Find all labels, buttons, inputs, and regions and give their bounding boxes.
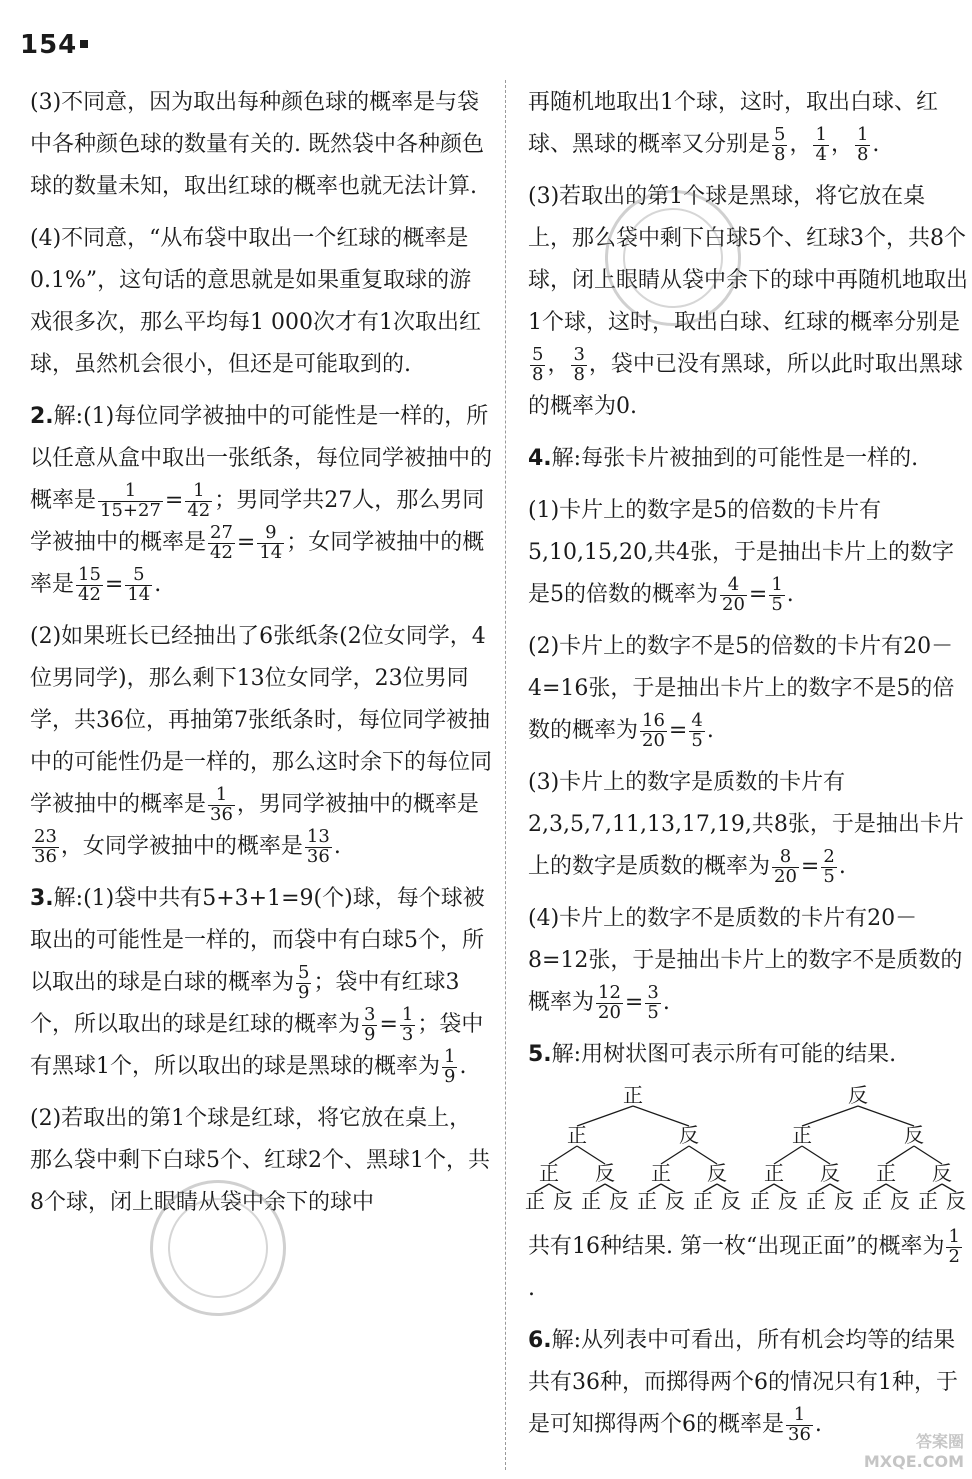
tree-node: 正 bbox=[876, 1161, 896, 1185]
answer-1-3: (3)不同意，因为取出每种颜色球的概率是与袋中各种颜色球的数量有关的. 既然袋中各种颜色球的数量未知，取出红球的概率也就无法计算. bbox=[30, 90, 484, 199]
tree-node: 反 bbox=[553, 1189, 573, 1213]
tree-node: 正 bbox=[651, 1161, 671, 1185]
tree-node: 反 bbox=[946, 1189, 966, 1213]
tree-node: 正 bbox=[918, 1189, 938, 1213]
tree-nodes bbox=[525, 1083, 966, 1213]
column-divider bbox=[505, 80, 506, 1470]
fraction: $\frac{1}{4}$ bbox=[815, 123, 827, 165]
answer-3-part-1: 3.解:(1)袋中共有5+3+1=9(个)球，每个球被取出的可能性是一样的，而袋中有白球5个，所以取出的球是白球的概率为 $\frac{5}{9}$ ；袋中有红球3个，所以取出的球是红球的概率为 $\frac{3}{9}$ = $\frac{1}{3}$ ；袋中有黑球1个，所以取出的球是黑球的概率为 $\frac{1}{9}$ . bbox=[30, 886, 485, 1087]
answer-1-4: (4)不同意，“从布袋中取出一个红球的概率是0.1%”，这句话的意思就是如果重复取球的游戏很多次，那么平均每1 000次才有1次取出红球，虽然机会很小，但还是可能取到的. bbox=[30, 226, 481, 377]
left-column bbox=[30, 82, 492, 1234]
tree-node: 反 bbox=[932, 1161, 952, 1185]
answer-4-part-1: (1)卡片上的数字是5的倍数的卡片有5,10,15,20,共4张，于是抽出卡片上的数字是5的倍数的概率为 $\frac{4}{20}$ = $\frac{1}{5}$ . bbox=[528, 498, 954, 615]
tree-node: 反 bbox=[721, 1189, 741, 1213]
tree-node: 正 bbox=[637, 1189, 657, 1213]
right-column bbox=[525, 82, 969, 1456]
fraction: $\frac{23}{36}$ bbox=[34, 825, 57, 867]
fraction: $\frac{3}{5}$ bbox=[647, 981, 659, 1023]
tree-node: 反 bbox=[778, 1189, 798, 1213]
tree-node: 反 bbox=[665, 1189, 685, 1213]
answer-3-part-3: (3)若取出的第1个球是黑球，将它放在桌上，那么袋中剩下白球5个、红球3个，共8个球，闭上眼睛从袋中余下的球中再随机地取出1个球，这时，取出白球、红球的概率分别是 $\frac{5}{8}$ ， $\frac{3}{8}$ ，袋中已没有黑球，所以此时取出黑球的概率为0. bbox=[528, 184, 969, 419]
tree-node: 正 bbox=[862, 1189, 882, 1213]
answer-3-part-2-cont: 再随机地取出1个球，这时，取出白球、红球、黑球的概率又分别是 $\frac{5}{8}$ ， $\frac{1}{4}$ ， $\frac{1}{8}$ . bbox=[528, 90, 938, 165]
fraction: $\frac{13}{36}$ bbox=[306, 825, 330, 867]
fraction: $\frac{9}{14}$ bbox=[259, 521, 283, 563]
answer-4-part-3: (3)卡片上的数字是质数的卡片有2,3,5,7,11,13,17,19,共8张，于是抽出卡片上的数字是质数的概率为 $\frac{8}{20}$ = $\frac{2}{5}$ . bbox=[528, 770, 964, 887]
tree-node: 正 bbox=[581, 1189, 601, 1213]
tree-node: 正 bbox=[623, 1083, 643, 1107]
fraction: $\frac{1}{36}$ bbox=[788, 1403, 811, 1445]
tree-node: 反 bbox=[679, 1123, 699, 1147]
fraction: $\frac{1}{5}$ bbox=[771, 573, 783, 615]
fraction: $\frac{4}{20}$ bbox=[722, 573, 745, 615]
fraction: $\frac{27}{42}$ bbox=[210, 521, 233, 563]
fraction: $\frac{1}{2}$ bbox=[948, 1225, 960, 1267]
tree-node: 反 bbox=[609, 1189, 629, 1213]
tree-node: 正 bbox=[539, 1161, 559, 1185]
question-number: 5. bbox=[528, 1042, 552, 1067]
tree-node: 正 bbox=[567, 1123, 587, 1147]
fraction: $\frac{1}{9}$ bbox=[444, 1045, 456, 1087]
fraction: $\frac{1}{36}$ bbox=[210, 783, 233, 825]
watermark-logo: 答案圈 MXQE.COM bbox=[863, 1432, 964, 1471]
answer-5-intro: 5.解:用树状图可表示所有可能的结果. bbox=[528, 1042, 897, 1067]
tree-node: 正 bbox=[792, 1123, 812, 1147]
tree-node: 反 bbox=[707, 1161, 727, 1185]
tree-node: 正 bbox=[764, 1161, 784, 1185]
tree-node: 正 bbox=[525, 1189, 545, 1213]
tree-node: 反 bbox=[595, 1161, 615, 1185]
answer-5-result: 共有16种结果. 第一枚“出现正面”的概率为 $\frac{1}{2}$ . bbox=[528, 1225, 960, 1301]
answer-3-part-2: (2)若取出的第1个球是红球，将它放在桌上，那么袋中剩下白球5个、红球2个、黑球1个，共8个球，闭上眼睛从袋中余下的球中 bbox=[30, 1106, 490, 1215]
tree-node: 正 bbox=[750, 1189, 770, 1213]
tree-node: 反 bbox=[820, 1161, 840, 1185]
fraction: $\frac{1}{15+27}$ bbox=[100, 479, 161, 521]
fraction: $\frac{2}{5}$ bbox=[823, 845, 835, 887]
answer-4-part-2: (2)卡片上的数字不是5的倍数的卡片有20－4=16张，于是抽出卡片上的数字不是5的倍数的概率为 $\frac{16}{20}$ = $\frac{4}{5}$ . bbox=[528, 634, 955, 751]
question-number: 6. bbox=[528, 1328, 552, 1353]
fraction: $\frac{1}{8}$ bbox=[856, 123, 869, 165]
fraction: $\frac{15}{42}$ bbox=[78, 563, 101, 605]
fraction: $\frac{1}{42}$ bbox=[187, 479, 211, 521]
question-number: 4. bbox=[528, 446, 552, 471]
fraction: $\frac{5}{8}$ bbox=[532, 343, 544, 385]
fraction: $\frac{3}{8}$ bbox=[573, 343, 585, 385]
fraction: $\frac{1}{3}$ bbox=[401, 1003, 414, 1045]
tree-node: 反 bbox=[834, 1189, 854, 1213]
answer-2-part-1: 2.解:(1)每位同学被抽中的可能性是一样的，所以任意从盒中取出一张纸条，每位同学被抽中的概率是 $\frac{1}{15+27}$ = $\frac{1}{42}$ ；男同学共27人，那么男同学被抽中的概率是 $\frac{27}{42}$ = $\frac{9}{14}$ ；女同学被抽中的概率是 $\frac{15}{42}$ = $\frac{5}{14}$ . bbox=[30, 404, 493, 605]
tree-diagram bbox=[525, 1080, 966, 1220]
fraction: $\frac{12}{20}$ bbox=[598, 981, 621, 1023]
fraction: $\frac{3}{9}$ bbox=[364, 1003, 376, 1045]
fraction: $\frac{5}{9}$ bbox=[298, 961, 310, 1003]
fraction: $\frac{4}{5}$ bbox=[691, 709, 703, 751]
question-number: 3. bbox=[30, 886, 54, 911]
question-number: 2. bbox=[30, 404, 54, 429]
tree-node: 反 bbox=[890, 1189, 910, 1213]
answer-2-part-2: (2)如果班长已经抽出了6张纸条(2位女同学，4位男同学)，那么剩下13位女同学，23位男同学，共36位，再抽第7张纸条时，每位同学被抽中的可能性仍是一样的，那么这时余下的每位同学被抽中的概率是 $\frac{1}{36}$ ，男同学被抽中的概率是 $\frac{23}{36}$ ，女同学被抽中的概率是 $\frac{13}{36}$ . bbox=[30, 624, 493, 867]
tree-node: 反 bbox=[848, 1083, 868, 1107]
fraction: $\frac{8}{20}$ bbox=[774, 845, 797, 887]
answer-6: 6.解:从列表中可看出，所有机会均等的结果共有36种，而掷得两个6的情况只有1种，于是可知掷得两个6的概率是 $\frac{1}{36}$ . bbox=[528, 1328, 958, 1445]
page-number: 154 bbox=[20, 30, 88, 60]
answer-4-part-4: (4)卡片上的数字不是质数的卡片有20－8=12张，于是抽出卡片上的数字不是质数的概率为 $\frac{12}{20}$ = $\frac{3}{5}$ . bbox=[528, 906, 963, 1023]
fraction: $\frac{5}{14}$ bbox=[127, 563, 151, 605]
fraction: $\frac{5}{8}$ bbox=[774, 123, 786, 165]
fraction: $\frac{16}{20}$ bbox=[642, 709, 665, 751]
tree-node: 正 bbox=[806, 1189, 826, 1213]
tree-node: 正 bbox=[693, 1189, 713, 1213]
tree-node: 反 bbox=[904, 1123, 924, 1147]
answer-4-intro: 4.解:每张卡片被抽到的可能性是一样的. bbox=[528, 446, 919, 471]
